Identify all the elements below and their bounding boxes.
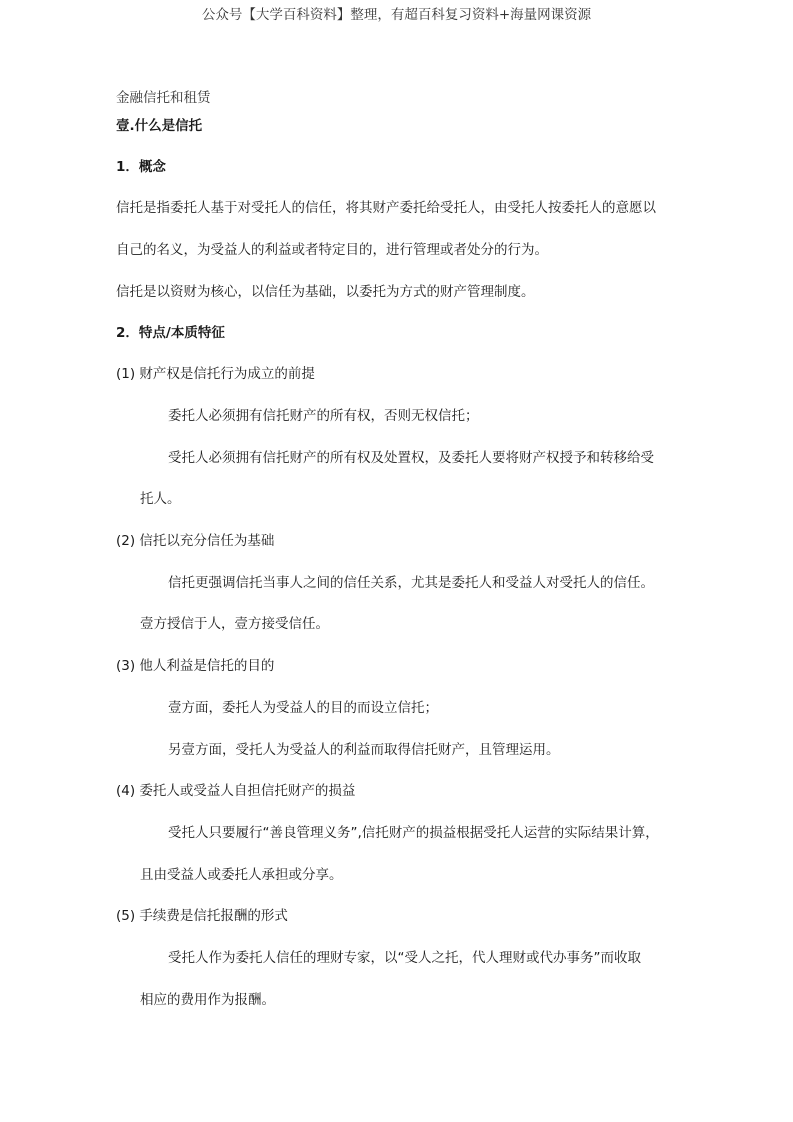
feature-item-label: (1) 财产权是信托行为成立的前提	[116, 366, 315, 382]
feature-item-text: 受托人必须拥有信托财产的所有权及处置权，及委托人要将财产权授予和转移给受	[168, 450, 654, 466]
feature-item-label: (5) 手续费是信托报酬的形式	[116, 908, 288, 924]
document-title: 金融信托和租赁	[116, 90, 211, 106]
feature-item-label: (3) 他人利益是信托的目的	[116, 658, 275, 674]
feature-item-text: 受托人作为委托人信任的理财专家，以“受人之托，代人理财或代办事务”而收取	[168, 950, 641, 966]
concept-paragraph: 信托是以资财为核心，以信任为基础，以委托为方式的财产管理制度。	[116, 284, 535, 300]
feature-item-label: (2) 信托以充分信任为基础	[116, 533, 275, 549]
section-heading: 壹.什么是信托	[116, 118, 203, 134]
feature-item-text: 且由受益人或委托人承担或分享。	[140, 867, 343, 883]
feature-item-text: 另壹方面，受托人为受益人的利益而取得信托财产，且管理运用。	[168, 742, 560, 758]
feature-item-text: 壹方面，委托人为受益人的目的而设立信托；	[168, 700, 438, 716]
concept-paragraph-line: 信托是指委托人基于对受托人的信任，将其财产委托给受托人，由受托人按委托人的意愿以	[116, 200, 656, 216]
feature-item-text: 信托更强调信托当事人之间的信任关系，尤其是委托人和受益人对受托人的信任。	[168, 575, 654, 591]
feature-item-text: 委托人必须拥有信托财产的所有权，否则无权信托；	[168, 408, 479, 424]
page-header-banner: 公众号【大学百科资料】整理，有超百科复习资料+海量网课资源	[201, 7, 592, 23]
feature-item-text: 相应的费用作为报酬。	[140, 992, 275, 1008]
subsection-heading-concept: 1．概念	[116, 159, 166, 175]
feature-item-text: 托人。	[140, 491, 181, 507]
feature-item-text: 壹方授信于人，壹方接受信任。	[140, 616, 329, 632]
feature-item-text: 受托人只要履行“善良管理义务”,信托财产的损益根据受托人运营的实际结果计算，	[168, 825, 659, 841]
concept-paragraph-line: 自己的名义，为受益人的利益或者特定目的，进行管理或者处分的行为。	[116, 242, 548, 258]
subsection-heading-features: 2．特点/本质特征	[116, 325, 225, 341]
feature-item-label: (4) 委托人或受益人自担信托财产的损益	[116, 783, 356, 799]
